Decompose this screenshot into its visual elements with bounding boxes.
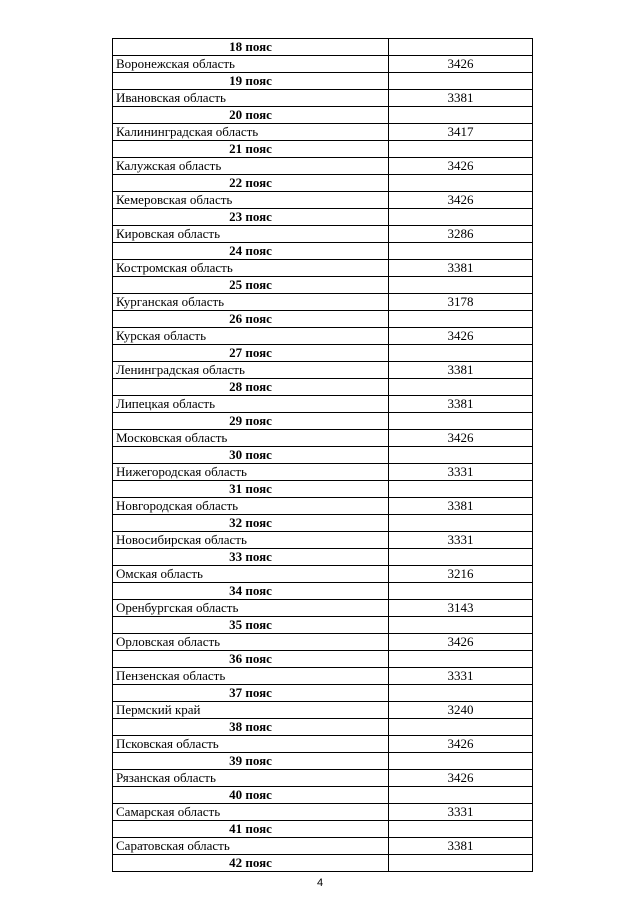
- zone-empty-cell: [389, 413, 533, 430]
- region-value: 3381: [389, 362, 533, 379]
- table-row: [113, 158, 533, 175]
- region-name: Новосибирская область: [113, 532, 389, 549]
- zone-empty-cell: [389, 175, 533, 192]
- zone-label: 22 пояс: [113, 175, 389, 192]
- region-value: 3426: [389, 192, 533, 209]
- region-name: Самарская область: [113, 804, 389, 821]
- zone-table: [112, 38, 533, 872]
- zone-label: 42 пояс: [113, 855, 389, 872]
- region-value: 3143: [389, 600, 533, 617]
- region-value: 3426: [389, 770, 533, 787]
- region-value: 3426: [389, 56, 533, 73]
- table-row: [113, 566, 533, 583]
- region-name: Рязанская область: [113, 770, 389, 787]
- zone-header-row: [113, 447, 533, 464]
- zone-label: 37 пояс: [113, 685, 389, 702]
- region-value: 3331: [389, 804, 533, 821]
- zone-label: 19 пояс: [113, 73, 389, 90]
- region-name: Липецкая область: [113, 396, 389, 413]
- zone-empty-cell: [389, 39, 533, 56]
- region-value: 3381: [389, 498, 533, 515]
- region-name: Пензенская область: [113, 668, 389, 685]
- table-row: [113, 90, 533, 107]
- region-value: 3426: [389, 634, 533, 651]
- zone-empty-cell: [389, 311, 533, 328]
- zone-empty-cell: [389, 753, 533, 770]
- table-row: [113, 804, 533, 821]
- zone-header-row: [113, 821, 533, 838]
- region-value: 3426: [389, 328, 533, 345]
- region-value: 3216: [389, 566, 533, 583]
- zone-empty-cell: [389, 719, 533, 736]
- page-number: 4: [316, 877, 324, 889]
- zone-empty-cell: [389, 277, 533, 294]
- region-value: 3331: [389, 532, 533, 549]
- zone-header-row: [113, 413, 533, 430]
- region-value: 3381: [389, 396, 533, 413]
- table-row: [113, 260, 533, 277]
- zone-empty-cell: [389, 651, 533, 668]
- zone-label: 20 пояс: [113, 107, 389, 124]
- zone-label: 40 пояс: [113, 787, 389, 804]
- table-row: [113, 56, 533, 73]
- zone-header-row: [113, 855, 533, 872]
- region-name: Саратовская область: [113, 838, 389, 855]
- zone-table-body: [113, 39, 533, 872]
- zone-header-row: [113, 515, 533, 532]
- zone-empty-cell: [389, 515, 533, 532]
- zone-label: 35 пояс: [113, 617, 389, 634]
- zone-header-row: [113, 39, 533, 56]
- zone-label: 24 пояс: [113, 243, 389, 260]
- zone-label: 25 пояс: [113, 277, 389, 294]
- region-value: 3426: [389, 430, 533, 447]
- zone-header-row: [113, 787, 533, 804]
- table-row: [113, 362, 533, 379]
- region-value: 3381: [389, 838, 533, 855]
- zone-empty-cell: [389, 481, 533, 498]
- region-name: Орловская область: [113, 634, 389, 651]
- zone-header-row: [113, 311, 533, 328]
- zone-label: 23 пояс: [113, 209, 389, 226]
- zone-label: 34 пояс: [113, 583, 389, 600]
- zone-header-row: [113, 277, 533, 294]
- zone-label: 41 пояс: [113, 821, 389, 838]
- zone-label: 29 пояс: [113, 413, 389, 430]
- region-name: Курганская область: [113, 294, 389, 311]
- zone-header-row: [113, 175, 533, 192]
- region-name: Омская область: [113, 566, 389, 583]
- table-row: [113, 668, 533, 685]
- region-name: Калужская область: [113, 158, 389, 175]
- table-row: [113, 396, 533, 413]
- table-row: [113, 464, 533, 481]
- region-name: Воронежская область: [113, 56, 389, 73]
- zone-label: 32 пояс: [113, 515, 389, 532]
- zone-empty-cell: [389, 73, 533, 90]
- zone-empty-cell: [389, 617, 533, 634]
- region-name: Псковская область: [113, 736, 389, 753]
- zone-empty-cell: [389, 345, 533, 362]
- region-name: Костромская область: [113, 260, 389, 277]
- zone-header-row: [113, 209, 533, 226]
- zone-header-row: [113, 345, 533, 362]
- table-row: [113, 294, 533, 311]
- zone-label: 39 пояс: [113, 753, 389, 770]
- table-row: [113, 226, 533, 243]
- table-row: [113, 430, 533, 447]
- zone-header-row: [113, 719, 533, 736]
- region-value: 3331: [389, 668, 533, 685]
- table-row: [113, 124, 533, 141]
- region-value: 3381: [389, 90, 533, 107]
- zone-empty-cell: [389, 787, 533, 804]
- zone-empty-cell: [389, 821, 533, 838]
- zone-header-row: [113, 481, 533, 498]
- zone-label: 36 пояс: [113, 651, 389, 668]
- table-row: [113, 838, 533, 855]
- region-name: Новгородская область: [113, 498, 389, 515]
- zone-header-row: [113, 141, 533, 158]
- zone-empty-cell: [389, 685, 533, 702]
- region-value: 3178: [389, 294, 533, 311]
- zone-header-row: [113, 685, 533, 702]
- zone-empty-cell: [389, 107, 533, 124]
- zone-empty-cell: [389, 549, 533, 566]
- region-name: Кемеровская область: [113, 192, 389, 209]
- zone-header-row: [113, 107, 533, 124]
- region-name: Московская область: [113, 430, 389, 447]
- region-value: 3417: [389, 124, 533, 141]
- zone-label: 38 пояс: [113, 719, 389, 736]
- zone-header-row: [113, 549, 533, 566]
- region-value: 3286: [389, 226, 533, 243]
- region-name: Калининградская область: [113, 124, 389, 141]
- table-row: [113, 634, 533, 651]
- zone-label: 26 пояс: [113, 311, 389, 328]
- zone-label: 21 пояс: [113, 141, 389, 158]
- zone-empty-cell: [389, 855, 533, 872]
- region-value: 3381: [389, 260, 533, 277]
- zone-header-row: [113, 583, 533, 600]
- region-name: Ленинградская область: [113, 362, 389, 379]
- zone-label: 27 пояс: [113, 345, 389, 362]
- zone-empty-cell: [389, 243, 533, 260]
- zone-label: 28 пояс: [113, 379, 389, 396]
- region-name: Пермский край: [113, 702, 389, 719]
- zone-empty-cell: [389, 583, 533, 600]
- region-value: 3240: [389, 702, 533, 719]
- zone-empty-cell: [389, 447, 533, 464]
- region-name: Ивановская область: [113, 90, 389, 107]
- region-name: Кировская область: [113, 226, 389, 243]
- table-row: [113, 770, 533, 787]
- region-name: Нижегородская область: [113, 464, 389, 481]
- zone-label: 30 пояс: [113, 447, 389, 464]
- zone-label: 18 пояс: [113, 39, 389, 56]
- region-name: Курская область: [113, 328, 389, 345]
- table-row: [113, 532, 533, 549]
- region-value: 3331: [389, 464, 533, 481]
- table-row: [113, 192, 533, 209]
- table-row: [113, 736, 533, 753]
- region-value: 3426: [389, 736, 533, 753]
- zone-header-row: [113, 243, 533, 260]
- zone-empty-cell: [389, 141, 533, 158]
- zone-empty-cell: [389, 209, 533, 226]
- table-row: [113, 702, 533, 719]
- region-value: 3426: [389, 158, 533, 175]
- table-row: [113, 328, 533, 345]
- zone-header-row: [113, 379, 533, 396]
- zone-label: 33 пояс: [113, 549, 389, 566]
- table-row: [113, 498, 533, 515]
- zone-header-row: [113, 617, 533, 634]
- zone-header-row: [113, 753, 533, 770]
- region-name: Оренбургская область: [113, 600, 389, 617]
- zone-header-row: [113, 651, 533, 668]
- zone-label: 31 пояс: [113, 481, 389, 498]
- zone-header-row: [113, 73, 533, 90]
- zone-empty-cell: [389, 379, 533, 396]
- table-row: [113, 600, 533, 617]
